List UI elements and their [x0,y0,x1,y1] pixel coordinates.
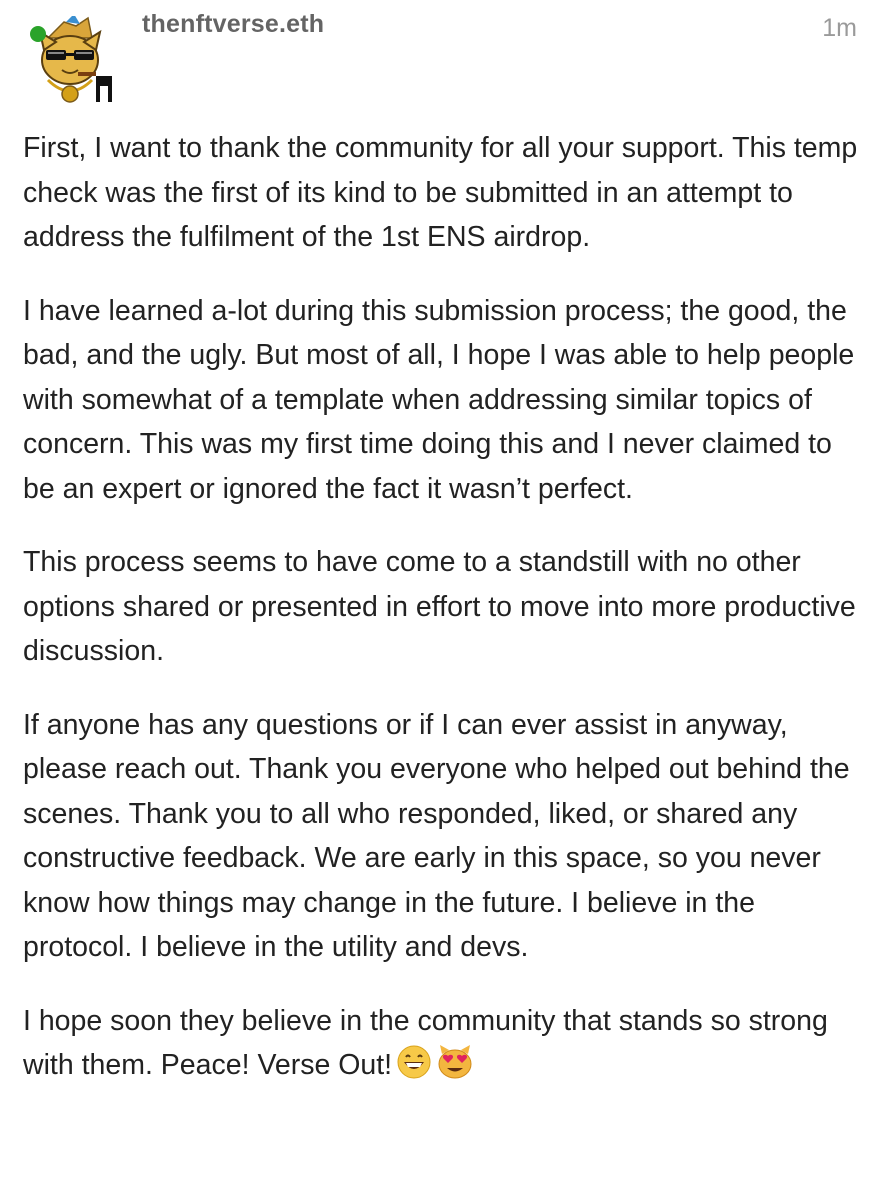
post-paragraph: I have learned a-lot during this submission process; the good, the bad, and the ugly. But most of all, I hope I was able to help people with somewhat of a template when addressing similar topics of concern. This was my first time doing this and I never claimed to be an expert or ignored the fact it wasn’t perfect. [23,294,855,505]
post-paragraph: First, I want to thank the community for all your support. This temp check was the first of its kind to be submitted in an attempt to address the fulfilment of the 1st ENS airdrop. [23,132,858,253]
post-paragraph-last [23,999,863,1094]
post-timestamp[interactable]: 1m [822,14,857,42]
online-status-dot [30,26,46,42]
post-paragraph: This process seems to have come to a standstill with no other options shared or presented in effort to move into more productive discussion. [23,546,856,667]
post-body [23,126,863,1123]
grinning-face-icon [396,1044,432,1094]
post-username[interactable]: thenftverse.eth [142,10,325,38]
post-paragraph-text: I hope soon they believe in the community that stands so strong with them. Peace! Verse Out! [23,1004,828,1081]
heart-eyes-cat-icon [436,1044,474,1094]
post-paragraph: If anyone has any questions or if I can ever assist in anyway, please reach out. Thank you everyone who helped out behind the scenes. Thank you to all who responded, liked, or shared any constructive feedback. We are early in this space, so you never know how things may change in the future. I believe in the protocol. I believe in the utility and devs. [23,708,850,963]
